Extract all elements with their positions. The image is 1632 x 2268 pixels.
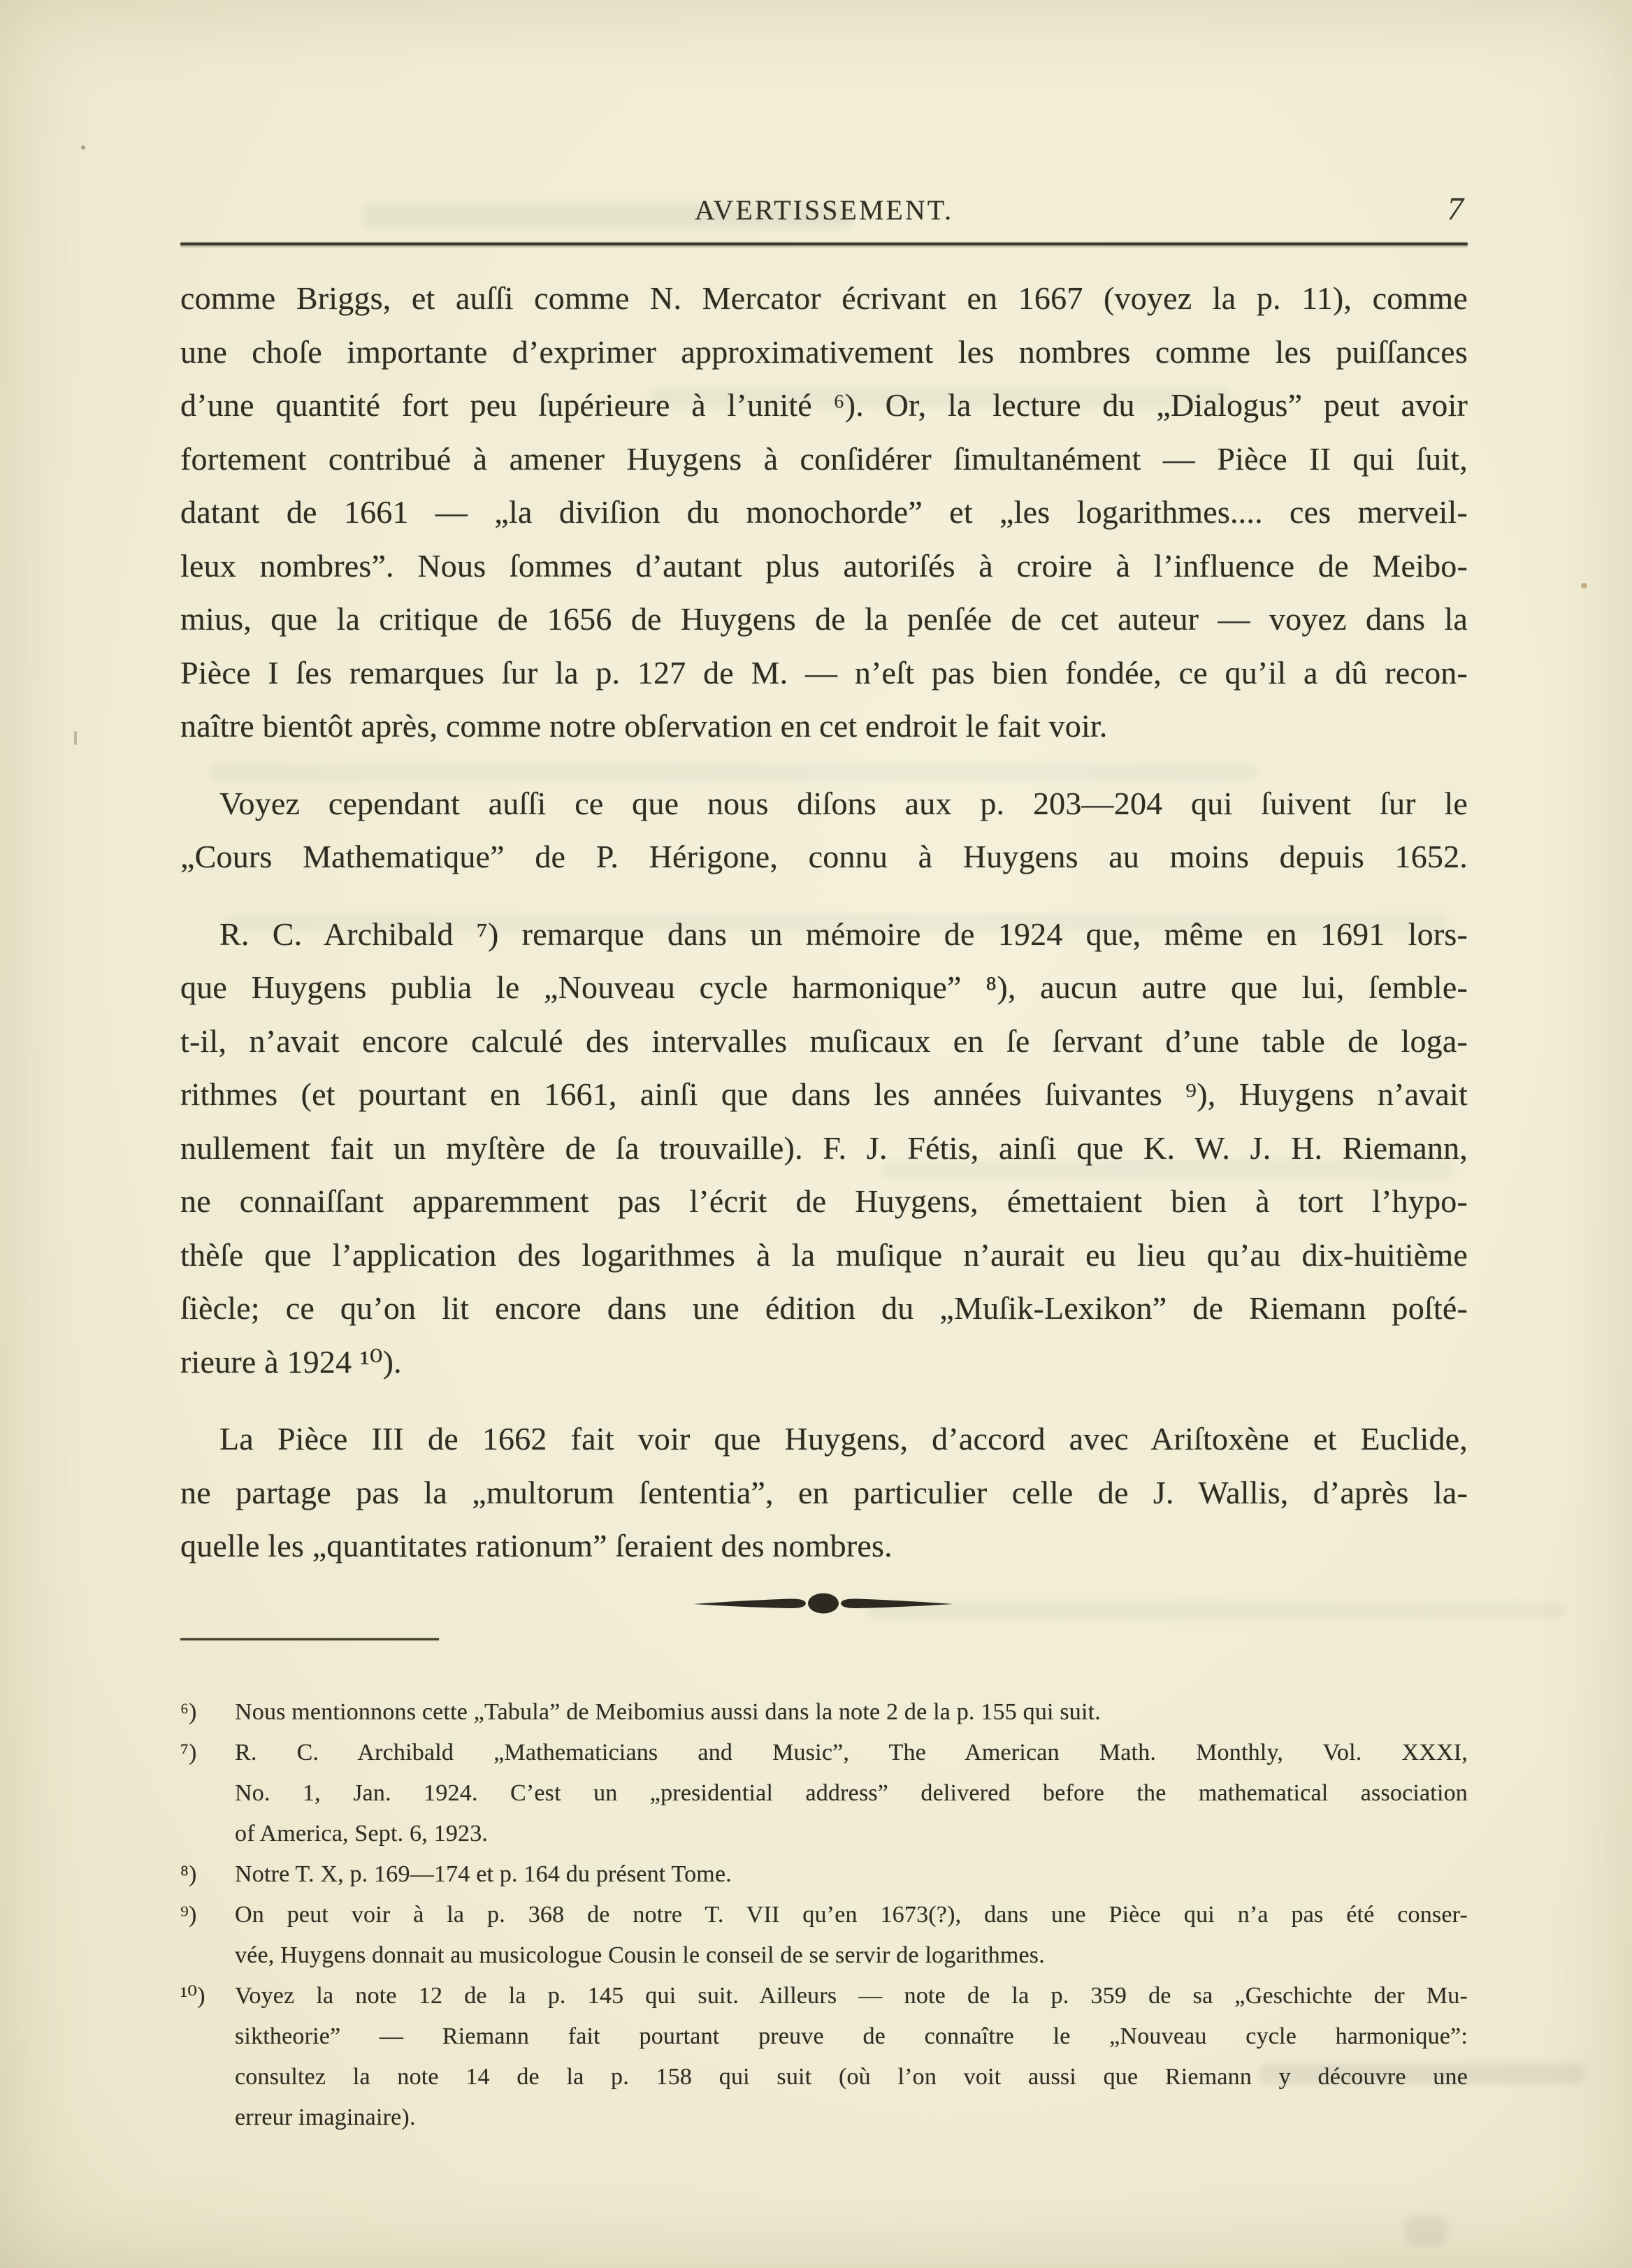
text-line: leux nombres”. Nous ſommes d’autant plus autoriſés à croire à l’influence de Meibo- [180, 547, 1468, 584]
footnote-text: On peut voir à la p. 368 de notre T. VII qu’en 1673(?), dans une Pièce qui n’a pas été conser- [235, 1902, 1468, 1928]
text-line: ne partage pas la „multorum ſententia”, en particulier celle de J. Wallis, d’après la- [180, 1474, 1468, 1510]
text-line: Voyez cependant auſſi ce que nous diſons aux p. 203—204 qui ſuivent ſur le [219, 785, 1468, 821]
body-text [180, 272, 1468, 1573]
page-header [180, 190, 1468, 231]
text-line: rieure à 1924 ¹⁰). [180, 1343, 402, 1380]
paper-speck [74, 731, 77, 745]
page-title: AVERTISSEMENT. [694, 194, 954, 226]
text-line: thèſe que l’application des logarithmes à la muſique n’aurait eu lieu qu’au dix-huitième [180, 1236, 1468, 1273]
footnote-line: vée, Huygens donnait au musicologue Cousin le conseil de se servir de logarithmes. [235, 1942, 1045, 1968]
page-number: 7 [1447, 191, 1464, 227]
footnote-line: consultez la note 14 de la p. 158 qui suit (où l’on voit aussi que Riemann y découvre une [235, 2064, 1468, 2090]
footnote-line: erreur imaginaire). [235, 2104, 416, 2130]
footnote-line: siktheorie” — Riemann fait pourtant preuve de connaître le „Nouveau cycle harmonique”: [235, 2023, 1468, 2049]
header-rule [180, 243, 1468, 245]
footnote-separator [180, 1638, 439, 1640]
bleedthrough-smudge [867, 1602, 1566, 1619]
footnote [180, 1854, 1468, 1895]
footnote-marker: ⁷) [180, 1740, 197, 1765]
footnote [180, 1976, 1468, 2138]
text-line: „Cours Mathematique” de P. Hérigone, connu à Huygens au moins depuis 1652. [180, 839, 1468, 874]
footnote-line [180, 1895, 1468, 1935]
text-line: d’une quantité fort peu ſupérieure à l’unité ⁶). Or, la lecture du „Dialogus” peut avoir [180, 387, 1468, 423]
paper-speck [1581, 583, 1587, 588]
bleedthrough-smudge [1405, 2216, 1447, 2246]
footnote-marker: ⁶) [180, 1699, 197, 1725]
footnote-line [180, 1733, 1468, 1773]
footnote-text: Nous mentionnons cette „Tabula” de Meibomius aussi dans la note 2 de la p. 155 qui suit. [235, 1699, 1101, 1725]
footnote-line: No. 1, Jan. 1924. C’est un „presidential address” delivered before the mathematical association [235, 1780, 1468, 1806]
text-line: Pièce I ſes remarques ſur la p. 127 de M. — n’eſt pas bien fondée, ce qu’il a dû recon- [180, 654, 1468, 691]
text-line: t-il, n’avait encore calculé des intervalles muſicaux en ſe ſervant d’une table de loga- [180, 1023, 1468, 1059]
text-line: R. C. Archibald ⁷) remarque dans un mémoire de 1924 que, même en 1691 lors- [219, 916, 1468, 952]
text-line: ſiècle; ce qu’on lit encore dans une édition du „Muſik-Lexikon” de Riemann poſté- [180, 1290, 1468, 1326]
text-line: quelle les „quantitates rationum” ſeraient des nombres. [180, 1528, 893, 1563]
footnote-text: R. C. Archibald „Mathematicians and Music”, The American Math. Monthly, Vol. XXXI, [235, 1740, 1468, 1765]
paragraph [180, 908, 1468, 1389]
text-line: naître bientôt après, comme notre obſervation en cet endroit le fait voir. [180, 708, 1108, 744]
text-line: La Pièce III de 1662 fait voir que Huygens, d’accord avec Ariſtoxène et Euclide, [219, 1421, 1468, 1457]
footnote-text: Notre T. X, p. 169—174 et p. 164 du présent Tome. [235, 1861, 732, 1887]
paper-speck [81, 145, 85, 150]
text-line: rithmes (et pourtant en 1661, ainſi que dans les années ſuivantes ⁹), Huygens n’avait [180, 1076, 1468, 1112]
footnote-line: of America, Sept. 6, 1923. [235, 1821, 489, 1847]
footnote [180, 1895, 1468, 1976]
footnote-line [180, 1976, 1468, 2016]
paragraph [180, 777, 1468, 884]
footnote-line [180, 1854, 1468, 1895]
section-ornament [692, 1589, 955, 1617]
footnote [180, 1692, 1468, 1733]
text-line: fortement contribué à amener Huygens à conſidérer ſimultanément — Pièce II qui ſuit, [180, 440, 1468, 477]
text-line: que Huygens publia le „Nouveau cycle harmonique” ⁸), aucun autre que lui, ſemble- [180, 969, 1468, 1005]
text-line: datant de 1661 — „la diviſion du monochorde” et „les logarithmes.... ces merveil- [180, 494, 1468, 530]
footnotes [180, 1692, 1468, 2138]
text-line: ne connaiſſant apparemment pas l’écrit de Huygens, émettaient bien à tort l’hypo- [180, 1183, 1468, 1219]
swelled-rule-ornament-icon [692, 1589, 955, 1617]
footnote-text: Voyez la note 12 de la p. 145 qui suit. Ailleurs — note de la p. 359 de sa „Geschichte der Mu- [235, 1983, 1468, 2009]
footnote-marker: ¹⁰) [180, 1983, 205, 2009]
text-line: mius, que la critique de 1656 de Huygens de la penſée de cet auteur — voyez dans la [180, 601, 1468, 637]
footnote [180, 1733, 1468, 1854]
text-line: nullement fait un myſtère de ſa trouvaille). F. J. Fétis, ainſi que K. W. J. H. Riemann, [180, 1129, 1468, 1166]
text-line: comme Briggs, et auſſi comme N. Mercator écrivant en 1667 (voyez la p. 11), comme [180, 280, 1468, 316]
paragraph [180, 272, 1468, 753]
footnote-marker: ⁹) [180, 1902, 197, 1928]
paragraph [180, 1413, 1468, 1573]
footnote-line [180, 1692, 1468, 1733]
text-line: une choſe importante d’exprimer approximativement les nombres comme les puiſſances [180, 333, 1468, 370]
footnote-marker: ⁸) [180, 1861, 197, 1887]
